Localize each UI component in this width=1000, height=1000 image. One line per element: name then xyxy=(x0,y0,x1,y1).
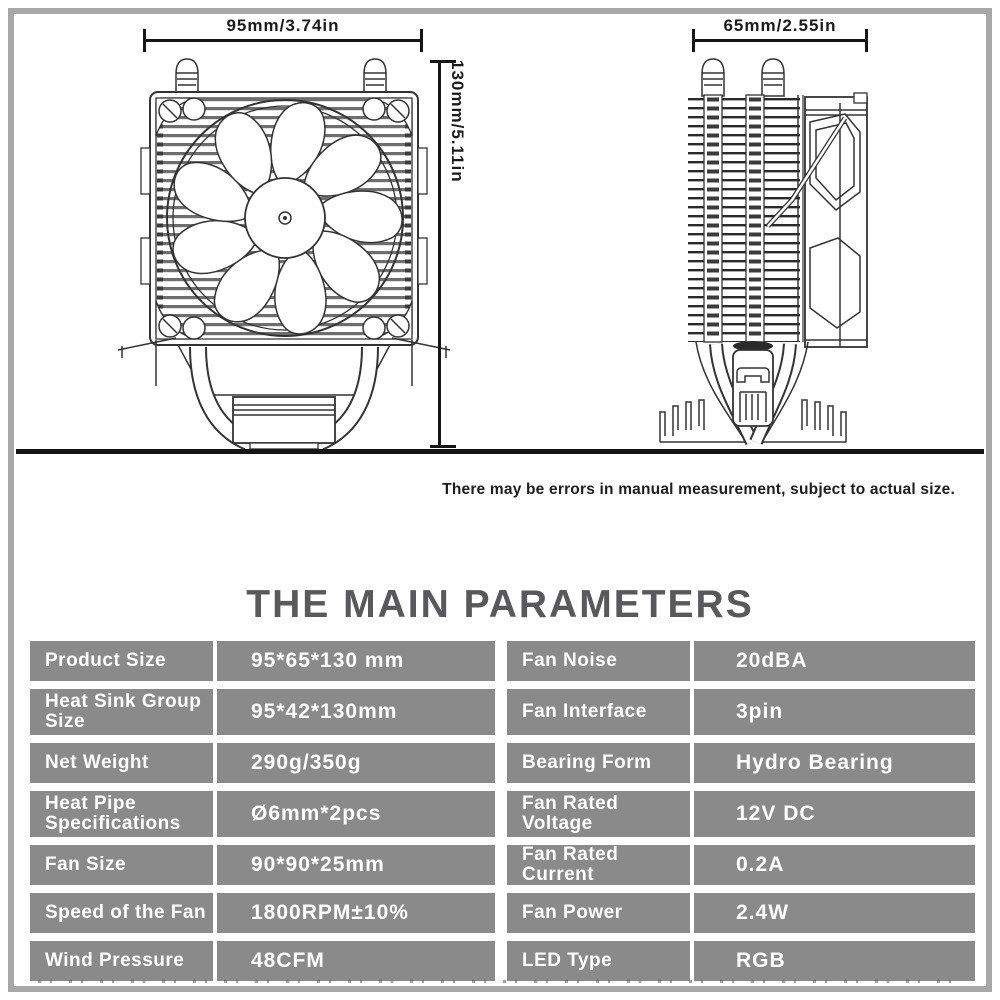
spec-table-right-column xyxy=(507,641,975,989)
spec-value: 95*42*130mm xyxy=(217,689,495,735)
spec-row xyxy=(30,791,495,837)
spec-row xyxy=(30,941,495,981)
dimension-side-width xyxy=(692,16,868,56)
spec-label: Heat Pipe Specifications xyxy=(30,791,213,837)
spec-row xyxy=(30,689,495,735)
spec-row xyxy=(507,743,975,783)
spec-row xyxy=(30,743,495,783)
spec-table-left-column xyxy=(30,641,495,989)
dimension-line xyxy=(438,61,441,447)
page-title: THE MAIN PARAMETERS xyxy=(246,583,754,626)
spec-label: Heat Sink Group Size xyxy=(30,689,213,735)
spec-value: 3pin xyxy=(694,689,975,735)
spec-row xyxy=(507,791,975,837)
spec-label: Bearing Form xyxy=(507,743,690,783)
dimension-line xyxy=(692,39,868,42)
spec-row xyxy=(30,641,495,681)
spec-label: Fan Power xyxy=(507,893,690,933)
spec-value: 12V DC xyxy=(694,791,975,837)
spec-row xyxy=(507,941,975,981)
dimension-tick xyxy=(420,29,423,52)
side-width-label: 65mm/2.55in xyxy=(723,16,837,35)
spec-label: Product Size xyxy=(30,641,213,681)
measurement-disclaimer: There may be errors in manual measurement, subject to actual size. xyxy=(442,481,955,498)
dimension-front-width xyxy=(143,16,423,56)
dimension-tick xyxy=(865,29,868,52)
spec-value: 95*65*130 mm xyxy=(217,641,495,681)
spec-row xyxy=(30,893,495,933)
cooler-side-view-drawing xyxy=(640,50,890,452)
spec-value: 290g/350g xyxy=(217,743,495,783)
spec-label: Fan Rated Voltage xyxy=(507,791,690,837)
spec-value: 1800RPM±10% xyxy=(217,893,495,933)
spec-label: LED Type xyxy=(507,941,690,981)
dimension-height xyxy=(430,60,476,448)
spec-label: Fan Size xyxy=(30,845,213,885)
spec-value: Hydro Bearing xyxy=(694,743,975,783)
dimension-tick xyxy=(692,29,695,52)
spec-label: Wind Pressure xyxy=(30,941,213,981)
spec-value: RGB xyxy=(694,941,975,981)
spec-value: 20dBA xyxy=(694,641,975,681)
dimension-line xyxy=(143,39,423,42)
dimension-tick xyxy=(143,29,146,52)
spec-row xyxy=(30,845,495,885)
spec-value: Ø6mm*2pcs xyxy=(217,791,495,837)
spec-value: 2.4W xyxy=(694,893,975,933)
spec-label: Fan Interface xyxy=(507,689,690,735)
spec-label: Net Weight xyxy=(30,743,213,783)
spec-label: Fan Noise xyxy=(507,641,690,681)
spec-row xyxy=(507,689,975,735)
spec-value: 0.2A xyxy=(694,845,975,885)
spec-value: 90*90*25mm xyxy=(217,845,495,885)
cooler-front-view-drawing xyxy=(110,50,460,452)
spec-value: 48CFM xyxy=(217,941,495,981)
height-label: 130mm/5.11in xyxy=(448,60,467,183)
spec-row xyxy=(507,641,975,681)
section-divider xyxy=(16,449,984,454)
spec-row xyxy=(507,893,975,933)
spec-row xyxy=(507,845,975,885)
spec-label: Fan Rated Current xyxy=(507,845,690,885)
cut-off-next-row xyxy=(38,980,968,983)
front-width-label: 95mm/3.74in xyxy=(226,16,340,35)
spec-label: Speed of the Fan xyxy=(30,893,213,933)
